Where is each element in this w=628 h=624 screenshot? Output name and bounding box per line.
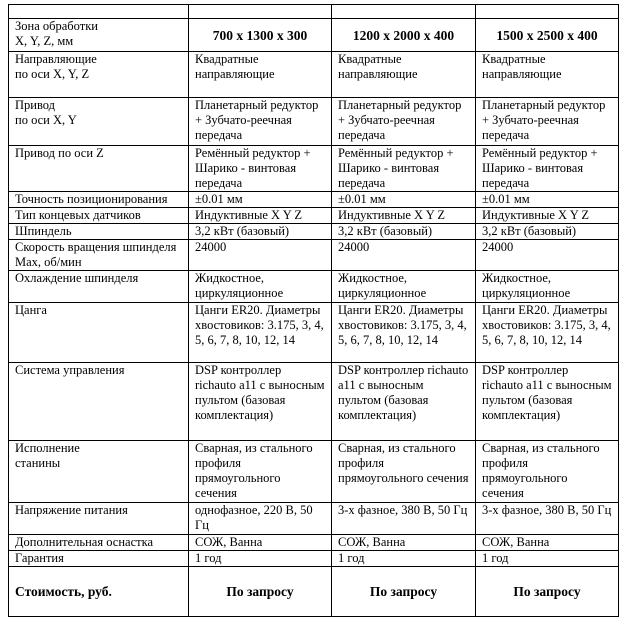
- price-label: Стоимость, руб.: [9, 567, 189, 617]
- row-value: ±0.01 мм: [476, 192, 619, 208]
- table-row: [9, 551, 619, 567]
- row-label: Гарантия: [9, 551, 189, 567]
- row-value: Планетарный редуктор + Зубчато-реечная передача: [476, 98, 619, 146]
- row-value: 1 год: [332, 551, 476, 567]
- row-label: Напряжение питания: [9, 503, 189, 535]
- row-value: Ремённый редуктор + Шарико - винтовая передача: [476, 146, 619, 192]
- row-value: DSP контроллер richauto a11 с выносным пультом (базовая комплектация): [189, 363, 332, 441]
- blank-cell: [332, 5, 476, 19]
- row-value: 3,2 кВт (базовый): [476, 224, 619, 240]
- table-row: [9, 208, 619, 224]
- table-row: [9, 192, 619, 208]
- row-label: Охлаждение шпинделя: [9, 271, 189, 303]
- row-label: Система управления: [9, 363, 189, 441]
- size-header-2: 1200 x 2000 x 400: [332, 19, 476, 52]
- table-row: [9, 303, 619, 363]
- price-value-2: По запросу: [332, 567, 476, 617]
- table-row: [9, 52, 619, 98]
- row-value: DSP контроллер richauto a11 с выносным пультом (базовая комплектация): [332, 363, 476, 441]
- table-row: [9, 146, 619, 192]
- table-row: [9, 503, 619, 535]
- row-value: 24000: [189, 240, 332, 271]
- row-value: Квадратные направляющие: [476, 52, 619, 98]
- row-value: Планетарный редуктор + Зубчато-реечная передача: [189, 98, 332, 146]
- row-value: Квадратные направляющие: [189, 52, 332, 98]
- row-value: Индуктивные X Y Z: [332, 208, 476, 224]
- row-label: Привод по оси X, Y: [9, 98, 189, 146]
- row-value: Сварная, из стального профиля прямоугольного сечения: [332, 441, 476, 503]
- row-value: СОЖ, Ванна: [332, 535, 476, 551]
- row-value: СОЖ, Ванна: [476, 535, 619, 551]
- row-label: Шпиндель: [9, 224, 189, 240]
- row-label: Скорость вращения шпинделя Max, об/мин: [9, 240, 189, 271]
- spec-table: [8, 4, 619, 617]
- table-row: [9, 224, 619, 240]
- row-label: Дополнительная оснастка: [9, 535, 189, 551]
- price-row: [9, 567, 619, 617]
- row-value: 3,2 кВт (базовый): [332, 224, 476, 240]
- row-value: 3-х фазное, 380 В, 50 Гц: [476, 503, 619, 535]
- row-value: Сварная, из стального профиля прямоугольного сечения: [476, 441, 619, 503]
- row-label: Зона обработки X, Y, Z, мм: [9, 19, 189, 52]
- row-value: Планетарный редуктор + Зубчато-реечная передача: [332, 98, 476, 146]
- table-row: [9, 271, 619, 303]
- price-value-1: По запросу: [189, 567, 332, 617]
- table-row: [9, 19, 619, 52]
- blank-cell: [476, 5, 619, 19]
- row-label: Тип концевых датчиков: [9, 208, 189, 224]
- row-label: Направляющие по оси X, Y, Z: [9, 52, 189, 98]
- row-value: ±0.01 мм: [332, 192, 476, 208]
- row-value: ±0.01 мм: [189, 192, 332, 208]
- row-value: Цанги ER20. Диаметры хвостовиков: 3.175, 3, 4, 5, 6, 7, 8, 10, 12, 14: [476, 303, 619, 363]
- row-value: 3-х фазное, 380 В, 50 Гц: [332, 503, 476, 535]
- row-label: Точность позиционирования: [9, 192, 189, 208]
- row-label: Цанга: [9, 303, 189, 363]
- row-label: Привод по оси Z: [9, 146, 189, 192]
- row-value: СОЖ, Ванна: [189, 535, 332, 551]
- row-label: Исполнение станины: [9, 441, 189, 503]
- size-header-3: 1500 x 2500 x 400: [476, 19, 619, 52]
- row-value: 24000: [476, 240, 619, 271]
- row-value: 1 год: [189, 551, 332, 567]
- size-header-1: 700 x 1300 x 300: [189, 19, 332, 52]
- table-row: [9, 363, 619, 441]
- row-value: Жидкостное, циркуляционное: [189, 271, 332, 303]
- row-value: DSP контроллер richauto a11 с выносным пультом (базовая комплектация): [476, 363, 619, 441]
- row-value: 3,2 кВт (базовый): [189, 224, 332, 240]
- price-value-3: По запросу: [476, 567, 619, 617]
- table-row: [9, 98, 619, 146]
- row-value: Ремённый редуктор + Шарико - винтовая передача: [332, 146, 476, 192]
- table-row: [9, 441, 619, 503]
- row-value: Индуктивные X Y Z: [476, 208, 619, 224]
- row-value: Жидкостное, циркуляционное: [476, 271, 619, 303]
- row-value: Ремённый редуктор + Шарико - винтовая передача: [189, 146, 332, 192]
- row-value: Индуктивные X Y Z: [189, 208, 332, 224]
- blank-cell: [189, 5, 332, 19]
- blank-top-row: [9, 5, 619, 19]
- row-value: Цанги ER20. Диаметры хвостовиков: 3.175, 3, 4, 5, 6, 7, 8, 10, 12, 14: [189, 303, 332, 363]
- row-value: Квадратные направляющие: [332, 52, 476, 98]
- row-value: Сварная, из стального профиля прямоугольного сечения: [189, 441, 332, 503]
- row-value: Цанги ER20. Диаметры хвостовиков: 3.175, 3, 4, 5, 6, 7, 8, 10, 12, 14: [332, 303, 476, 363]
- table-row: [9, 240, 619, 271]
- row-value: Жидкостное, циркуляционное: [332, 271, 476, 303]
- row-value: 24000: [332, 240, 476, 271]
- row-value: 1 год: [476, 551, 619, 567]
- row-value: однофазное, 220 В, 50 Гц: [189, 503, 332, 535]
- blank-cell: [9, 5, 189, 19]
- table-row: [9, 535, 619, 551]
